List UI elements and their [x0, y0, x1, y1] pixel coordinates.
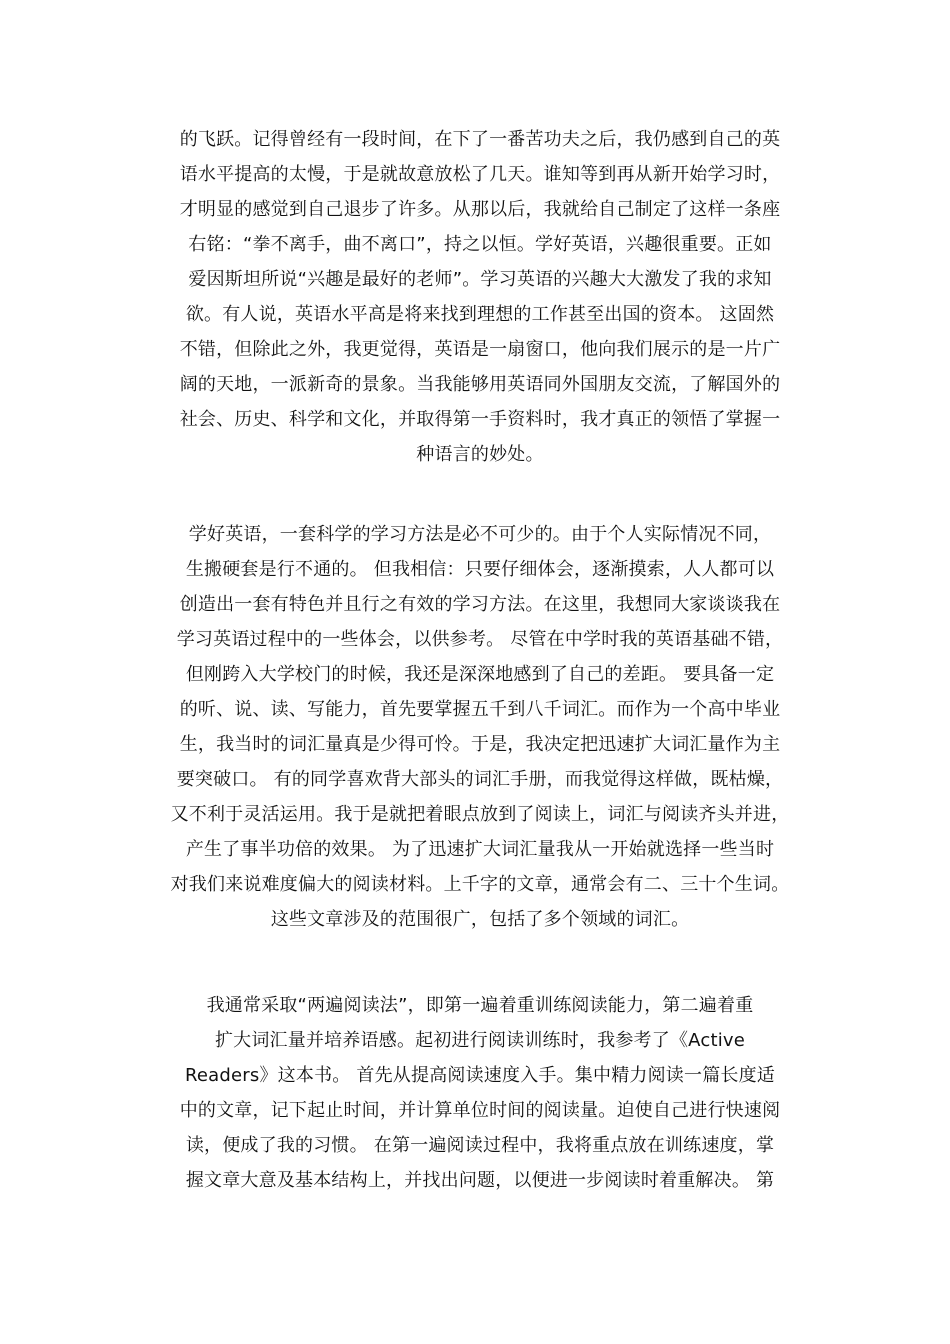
text-line: 右铭：“拳不离手，曲不离口”，持之以恒。学好英语，兴趣很重要。正如	[188, 234, 772, 255]
text-line: 要突破口。 有的同学喜欢背大部头的词汇手册，而我觉得这样做，既枯燥，	[176, 769, 784, 790]
text-line: 才明显的感觉到自己退步了许多。从那以后，我就给自己制定了这样一条座	[179, 199, 781, 220]
text-line: 学习英语过程中的一些体会，以供参考。 尽管在中学时我的英语基础不错，	[176, 629, 784, 650]
text-line: 的听、说、读、写能力，首先要掌握五千到八千词汇。而作为一个高中毕业	[179, 699, 781, 720]
text-line: 阔的天地，一派新奇的景象。当我能够用英语同外国朋友交流，了解国外的	[179, 374, 781, 395]
text-line: 生，我当时的词汇量真是少得可怜。于是，我决定把迅速扩大词汇量作为主	[179, 734, 781, 755]
text-line: 不错，但除此之外，我更觉得，英语是一扇窗口，他向我们展示的是一片广	[179, 339, 781, 360]
text-line: 我通常采取“两遍阅读法”，即第一遍着重训练阅读能力，第二遍着重	[206, 995, 754, 1016]
text-line: Readers》这本书。 首先从提高阅读速度入手。集中精力阅读一篇长度适	[185, 1065, 775, 1086]
text-line: 握文章大意及基本结构上，并找出问题，以便进一步阅读时着重解决。 第	[185, 1170, 775, 1191]
text-line: 爱因斯坦所说“兴趣是最好的老师”。学习英语的兴趣大大激发了我的求知	[188, 269, 772, 290]
text-line: 的飞跃。记得曾经有一段时间，在下了一番苦功夫之后，我仍感到自己的英	[179, 129, 781, 150]
text-line: 对我们来说难度偏大的阅读材料。上千字的文章，通常会有二、三十个生词。	[170, 874, 790, 895]
text-line: 生搬硬套是行不通的。 但我相信：只要仔细体会，逐渐摸索，人人都可以	[185, 559, 775, 580]
text-line: 种语言的妙处。	[416, 444, 544, 465]
text-line: 中的文章，记下起止时间，并计算单位时间的阅读量。迫使自己进行快速阅	[179, 1100, 781, 1121]
text-line: 社会、历史、科学和文化，并取得第一手资料时，我才真正的领悟了掌握一	[179, 409, 781, 430]
paragraph-3	[140, 988, 820, 1198]
text-line: 产生了事半功倍的效果。 为了迅速扩大词汇量我从一开始就选择一些当时	[185, 839, 775, 860]
text-line: 读，便成了我的习惯。 在第一遍阅读过程中，我将重点放在训练速度，掌	[185, 1135, 775, 1156]
text-line: 扩大词汇量并培养语感。起初进行阅读训练时，我参考了《Active	[214, 1030, 746, 1051]
text-line: 又不利于灵活运用。我于是就把着眼点放到了阅读上，词汇与阅读齐头并进，	[170, 804, 790, 825]
paragraph-2	[140, 517, 820, 937]
text-line: 语水平提高的太慢，于是就故意放松了几天。谁知等到再从新开始学习时，	[179, 164, 781, 185]
paragraph-1	[140, 122, 820, 472]
text-line: 这些文章涉及的范围很广，包括了多个领域的词汇。	[270, 909, 690, 930]
text-line: 欲。有人说，英语水平高是将来找到理想的工作甚至出国的资本。 这固然	[185, 304, 775, 325]
text-line: 学好英语，一套科学的学习方法是必不可少的。由于个人实际情况不同，	[188, 524, 772, 545]
text-line: 创造出一套有特色并且行之有效的学习方法。在这里，我想同大家谈谈我在	[179, 594, 781, 615]
text-line: 但刚跨入大学校门的时候，我还是深深地感到了自己的差距。 要具备一定	[185, 664, 775, 685]
